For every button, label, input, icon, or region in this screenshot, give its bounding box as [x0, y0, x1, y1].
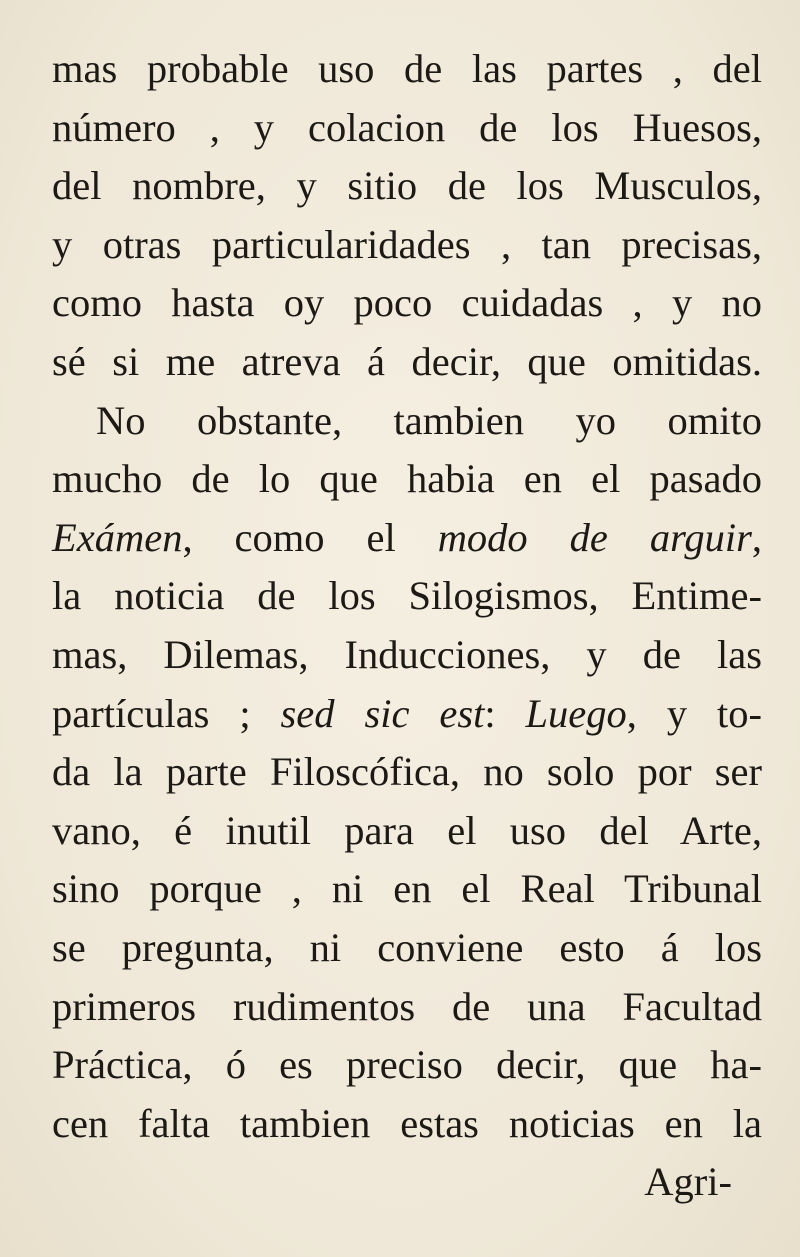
text-fragment: , y to-: [626, 690, 762, 736]
catchword: Agri-: [644, 1159, 732, 1205]
text-line: se pregunta, ni conviene esto á los: [52, 924, 762, 970]
text-line: como hasta oy poco cuidadas , y no: [52, 280, 762, 326]
latin-phrase: sed sic est: [280, 690, 485, 736]
text-line-mixed-italic: [52, 509, 762, 568]
page-text: [52, 40, 762, 1212]
text-line: primeros rudimentos de una Facultad: [52, 983, 762, 1029]
text-line-mixed-italic: [52, 685, 762, 744]
text-line: sino porque , ni en el Real Tribunal: [52, 866, 762, 912]
text-fragment: :: [484, 690, 526, 736]
text-line: sé si me atreva á decir, que omitidas.: [52, 338, 762, 384]
text-line: cen falta tambien estas noticias en la: [52, 1100, 762, 1146]
text-line: Práctica, ó es preciso decir, que ha-: [52, 1042, 762, 1088]
text-fragment: ,: [751, 514, 762, 560]
text-line: número , y colacion de los Huesos,: [52, 104, 762, 150]
italic-phrase: modo de arguir: [437, 514, 752, 560]
paragraph-first-line: No obstante, tambien yo omito: [96, 397, 762, 443]
text-line: la noticia de los Silogismos, Entime-: [52, 573, 762, 619]
text-line: mucho de lo que habia en el pasado: [52, 456, 762, 502]
text-line: mas, Dilemas, Inducciones, y de las: [52, 631, 762, 677]
italic-word: Luego: [525, 690, 627, 736]
italic-word: Exámen: [52, 514, 183, 560]
text-line: vano, é inutil para el uso del Arte,: [52, 807, 762, 853]
text-fragment: partículas ;: [52, 690, 281, 736]
text-line: da la parte Filoscófica, no solo por ser: [52, 749, 762, 795]
text-fragment: , como el: [182, 514, 438, 560]
text-line: mas probable uso de las partes , del: [52, 46, 762, 91]
text-line: del nombre, y sitio de los Musculos,: [52, 163, 762, 209]
text-line: y otras particularidades , tan precisas,: [52, 221, 762, 267]
